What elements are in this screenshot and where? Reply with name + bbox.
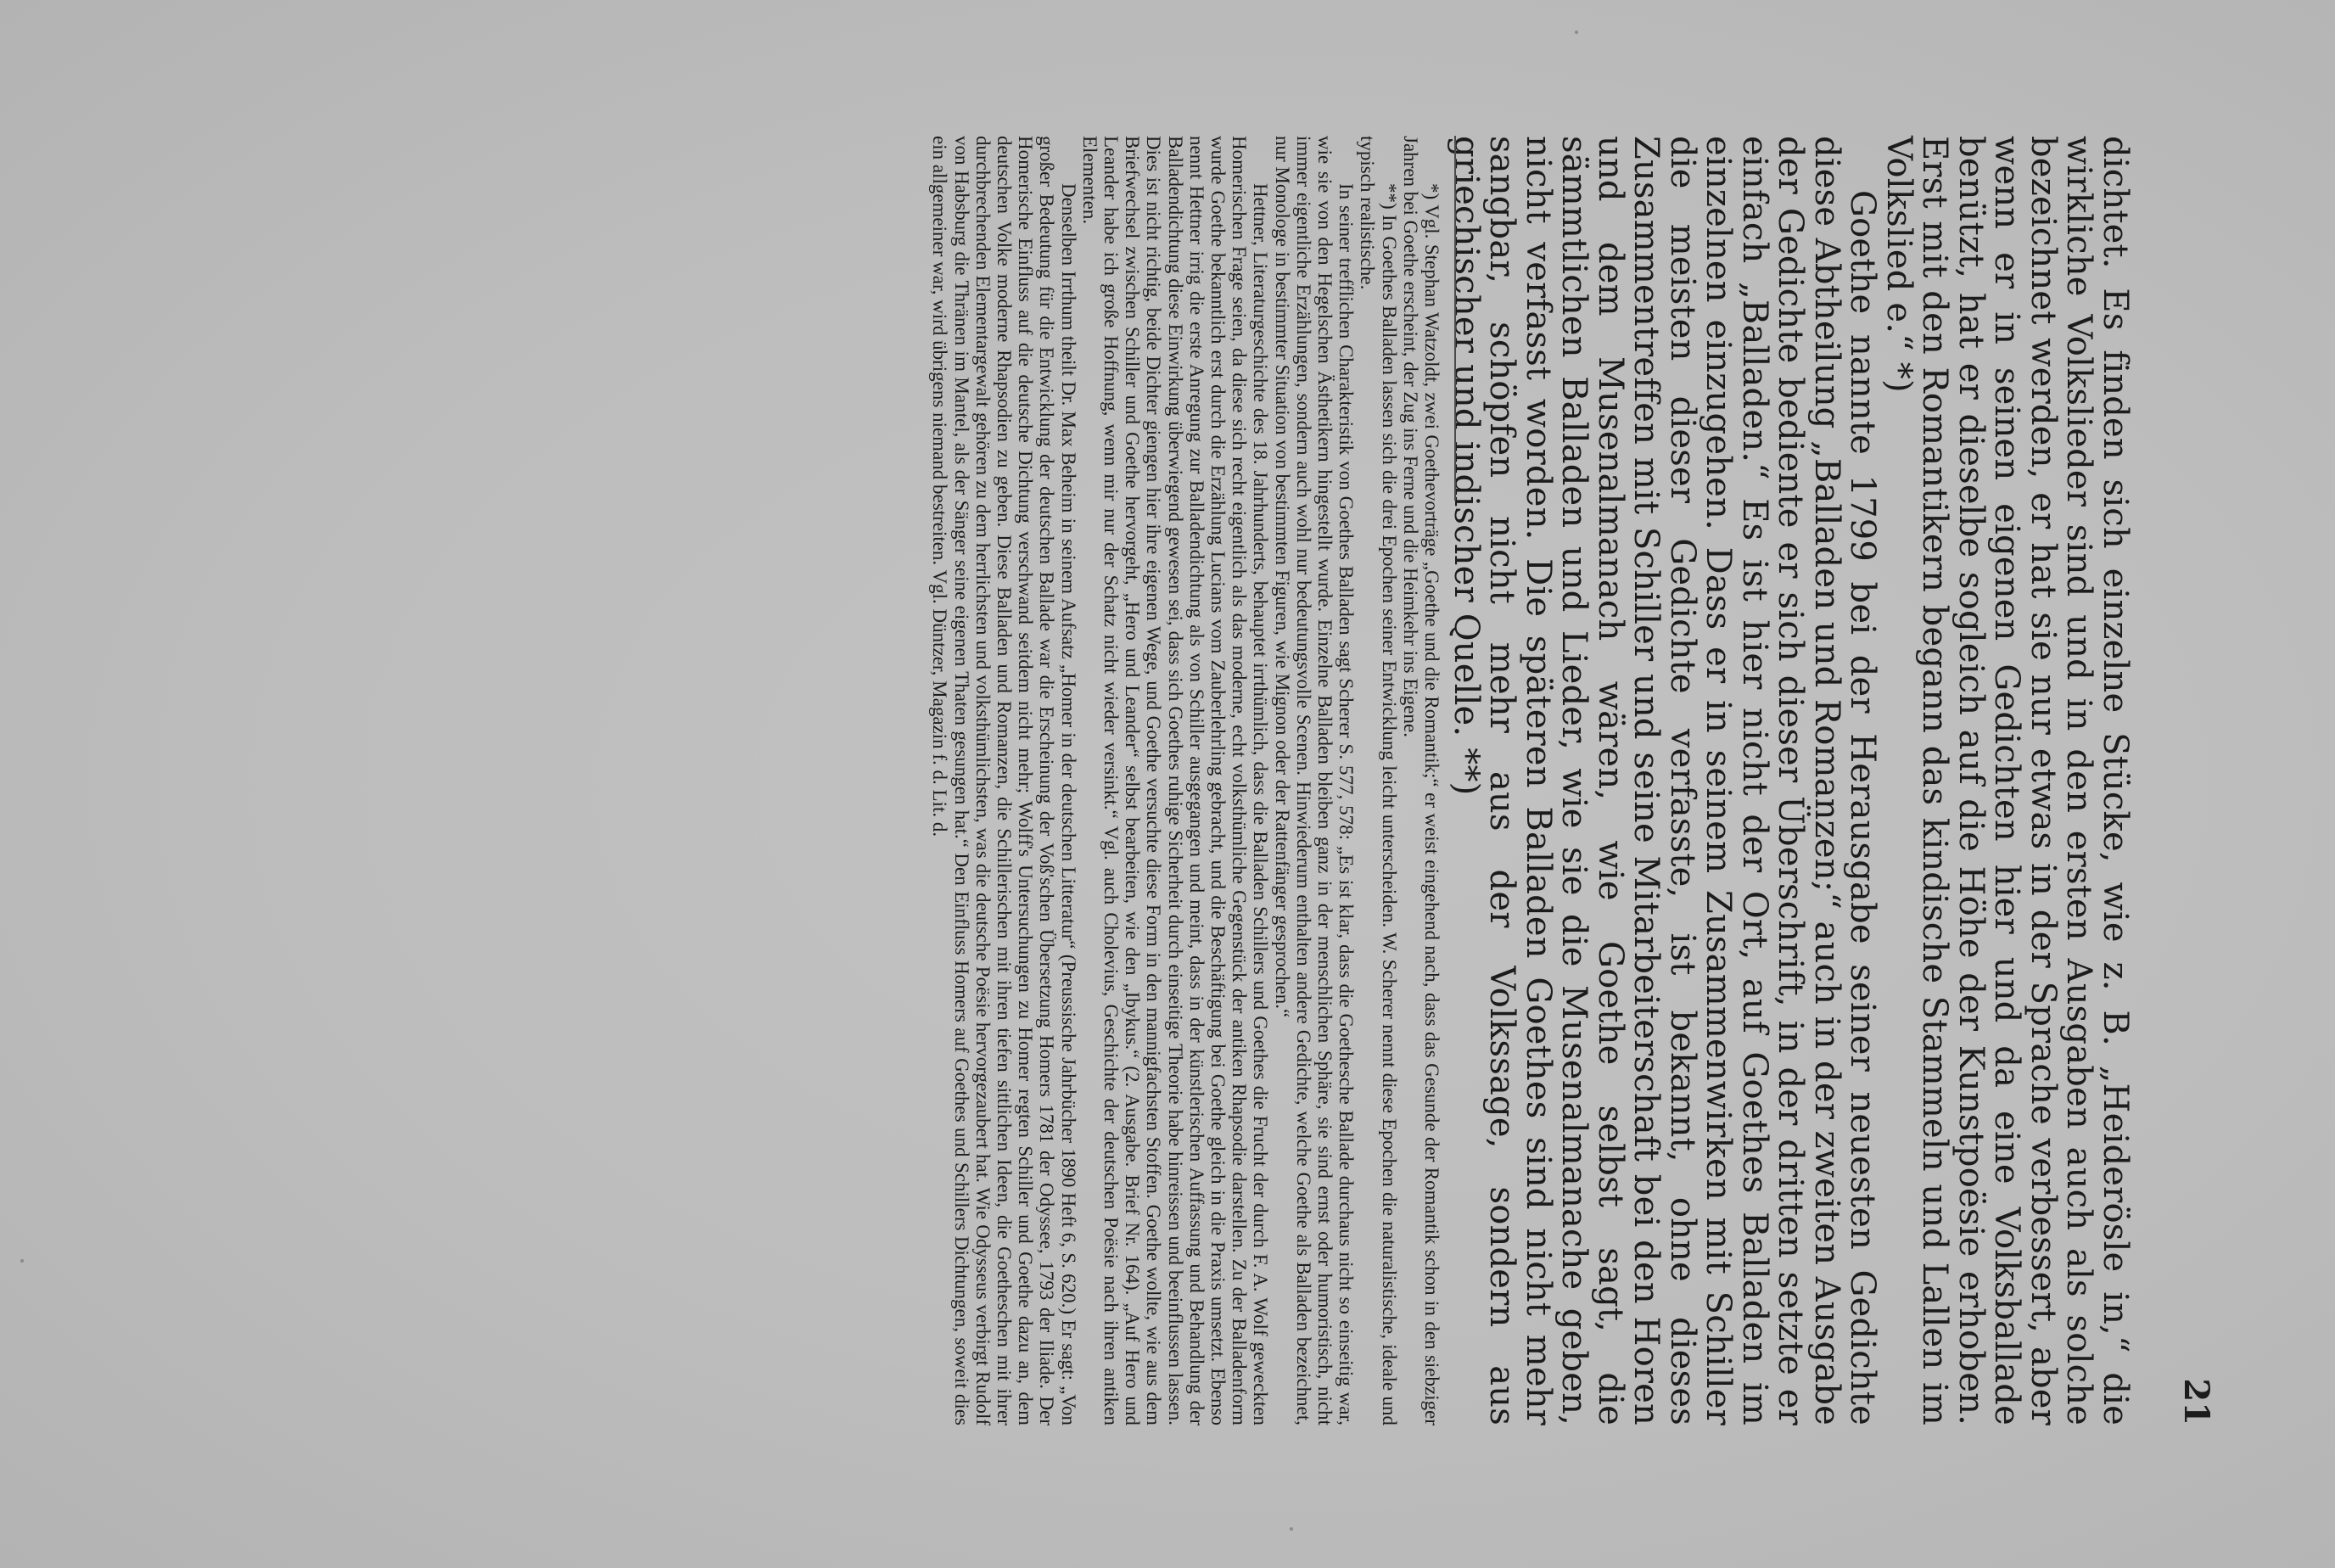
footnote: *) Vgl. Stephan Watzoldt, zwei Goethevorträge „Goethe und die Romantik;“ er weist eingehend nach, dass das Gesunde der Romantik schon in den siebziger Jahren bei Goethe erscheint, der Zug ins Ferne und die Heimkehr ins Eigene. <box>1399 136 1442 1425</box>
main-paragraph: dichtet. Es finden sich einzelne Stücke, wie z. B. „Heiderösle in,“ die wirkliche Volkslieder sind und in den ersten Ausgaben auch als solche bezeichnet werden, er hat sie nur etwas in der Sprache verbessert, aber wenn er in seinen eigenen Gedichten hier und da eine Volksballade benützt, hat er dieselbe sogleich auf die Höhe der Kunstpoësie erhoben. Erst mit den Romantikern begann das kindische Stammeln und Lallen im Volkslied e.“ *) <box>1879 136 2135 1425</box>
footnote: Denselben Irrthum theilt Dr. Max Beheim in seinem Aufsatz „Homer in der deutschen Litteratur“ (Preussische Jahrbücher 1890 Heft 6, S. 620.) Er sagt: „Von großer Bedeutung für die Entwicklung der deutschen Ballade war die Erscheinung der Voß'schen Übersetzung Homers 1781 der Odyssee, 1793 der Iliade. Der Homerische Einfluss auf die deutsche Dichtung verschwand seitdem nicht mehr; Wolff's Untersuchungen zu Homer regten Schiller und Goethe dazu an, dem deutschen Volke moderne Rhapsodien zu geben. Diese Balladen und Romanzen, die Schillerischen mit ihren tiefen sittlichen Ideen, die Goetheschen mit ihrer durchbrechenden Elementargewalt gehören zu dem herrlichsten und volksthümlichsten, was die deutsche Poësie hervorgezaubert hat. Wie Odysseus verbirgt Rudolf von Habsburg die Thränen im Mantel, als der Sänger seine eigenen Thaten gesungen hat.“ Den Einfluss Homers auf Goethes und Schillers Dichtungen, soweit dies ein allgemeiner war, wird übrigens niemand bestreiten. Vgl. Düntzer, Magazin f. d. Lit. d. <box>929 136 1079 1425</box>
footnote: In seiner trefflichen Charakteristik von Goethes Balladen sagt Scherer S. 577, 578: „Es ist klar, dass die Goethesche Ballade durchaus nicht so einseitig war, wie sie von den Hegelschen Ästhetikern hingestellt wurde. Einzelne Balladen bleiben ganz in der menschlichen Sphäre, sie sind ernst oder humoristisch, nicht immer eigentliche Erzählungen, sondern auch wohl nur bedeutungsvolle Scenen. Hinwiederum enthalten andere Gedichte, welche Goethe als Balladen bezeichnet, nur Monologe in bestimmter Situation von bestimmten Figuren, wie Mignon oder der Rattenfänger gesprochen.“ <box>1271 136 1358 1425</box>
main-text-block <box>1448 136 2134 1425</box>
footnote-separator-rule <box>1454 136 1456 501</box>
main-paragraph: Goethe nannte 1799 bei der Herausgabe seiner neuesten Gedichte diese Abtheilung „Balladen und Romanzen;“ auch in der zweiten Ausgabe der Gedichte bediente er sich dieser Überschrift, in der dritten setzte er einfach „Balladen.“ Es ist hier nicht der Ort, auf Goethes Balladen im einzelnen einzugehen. Dass er in seinem Zusammenwirken mit Schiller die meisten dieser Gedichte verfasste, ist bekannt, ohne dieses Zusammentreffen mit Schiller und seine Mitarbeiterschaft bei den Horen und dem Musenalmanach wären, wie Goethe selbst sagt, die sämmtlichen Balladen und Lieder, wie sie die Musenalmanache geben, nicht verfasst worden. Die späteren Balladen Goethes sind nicht mehr sangbar, schöpfen nicht mehr aus der Volkssage, sondern aus griechischer und indischer Quelle. **) <box>1447 136 1883 1425</box>
page-number: 21 <box>2176 1378 2216 1425</box>
footnote: **) In Goethes Balladen lassen sich die drei Epochen seiner Entwicklung leicht unterscheiden. W. Scherer nennt diese Epochen die naturalistische, ideale und typisch realistische. <box>1357 136 1400 1425</box>
footnotes-block <box>929 136 1442 1425</box>
footnote: Hettner, Literaturgeschichte des 18. Jahrhunderts, behauptet irrthümlich, dass die Balladen Schillers und Goethes die Frucht der durch F. A. Wolf geweckten Homerischen Frage seien, da diese sich recht eigentlich als das moderne, echt volksthümliche Gegenstück der antiken Rhapsodie darstellen. Zu der Balladenform wurde Goethe bekanntlich erst durch die Erzählung Lucians vom Zauberlehrling gebracht, und die Beschäftigung bei Goethe gleich in die Praxis umsetzt. Ebenso nennt Hettner irrig die erste Anregung zur Balladendichtung als von Schiller ausgegangen und meint, dass in der künstlerischen Auffassung und Behandlung der Balladendichtung diese Einwirkung überwiegend gewesen sei, dass sich Goethes ruhige Sicherheit durch einseitige Theorie habe hinreissen und beeinflussen lassen. Dies ist nicht richtig, beide Dichter giengen hier ihre eigenen Wege, und Goethe versuchte diese Form in den mannigfachsten Stoffen. Goethe wollte, wie aus dem Briefwechsel zwischen Schiller und Goethe hervorgeht, „Hero und Leander“ selbst bearbeiten, wie den „Ibykus.“ (2. Ausgabe. Brief Nr. 164). „Auf Hero und Leander habe ich große Hoffnung, wenn mir nur der Schatz nicht wieder versinkt.“ Vgl. auch Cholevius, Geschichte der deutschen Poësie nach ihren antiken Elementen. <box>1078 136 1272 1425</box>
